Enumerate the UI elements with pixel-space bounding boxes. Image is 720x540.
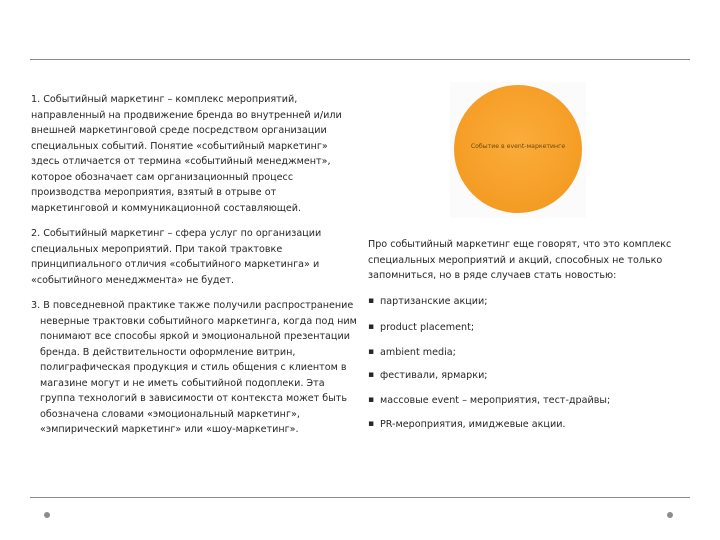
orange-circle [454,85,582,213]
list-item: ▪ PR-мероприятия, имиджевые акции. [368,419,688,430]
paragraph-3-lead: 3. В повседневной практике также получили распространение [31,300,354,311]
paragraph-1: 1. Событийный маркетинг – комплекс мероприятий, направленный на продвижение бренда во внутренней и/или внешней маркетинговой среде посредством организации специальных событий. Понятие «событийный маркетинг» здесь отличается от термина «событийный менеджмент», которое обозначает сам организационный процесс производства мероприятия, взятый в отрыве от маркетинговой и коммуникационной составляющей. [31,94,342,214]
paragraph-3 [31,298,361,438]
bottom-divider [30,497,690,498]
bullet-dot-icon [44,512,50,518]
paragraph-3-rest: неверные трактовки событийного маркетинга, когда под ним понимают все способы яркой и эмоциональной презентации бренда. В действительности оформление витрин, полиграфическая продукция и стиль общения с клиентом в магазине могут и не иметь событийной подоплеки. Эта группа технологий в зависимости от контекста может быть обозначена словами «эмоциональный маркетинг», «эмпирический маркетинг» или «шоу-маркетинг». [40,315,357,435]
list-item: ▪ партизанские акции; [368,296,688,307]
list-item: ▪ фестивали, ярмарки; [368,370,688,381]
right-intro: Про событийный маркетинг еще говорят, что это комплекс специальных мероприятий и акций, способных не только запомниться, но в ряде случаев стать новостью: [368,239,672,281]
event-marketing-figure [450,82,586,218]
right-column [368,237,688,430]
figure-label: Событие в event-маркетинге [470,143,566,150]
list-item: ▪ product placement; [368,322,688,333]
bullet-dot-icon [667,512,673,518]
list-item: ▪ массовые event – мероприятия, тест-драйвы; [368,395,688,406]
list-item: ▪ ambient media; [368,347,458,358]
top-divider [30,59,690,60]
paragraph-2: 2. Событийный маркетинг – сфера услуг по организации специальных мероприятий. При такой трактовке принципиального отличия «событийного маркетинга» и «событийного менеджмента» не будет. [31,228,322,286]
